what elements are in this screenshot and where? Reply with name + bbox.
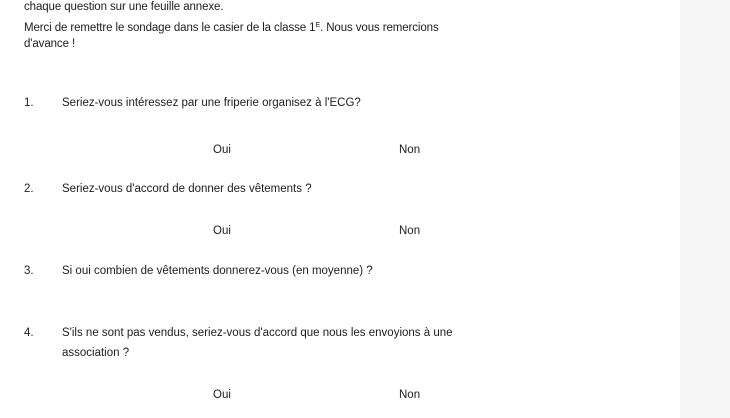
question-3-text: Si oui combien de vêtements donnerez-vous (en moyenne) ?: [62, 265, 373, 277]
question-3-number: 3.: [24, 265, 34, 277]
intro-line-1: chaque question sur une feuille annexe.: [24, 1, 224, 13]
question-1-number: 1.: [24, 97, 34, 109]
question-1-option-non[interactable]: Non: [399, 144, 421, 156]
class-superscript: E: [315, 22, 321, 29]
question-1-option-oui[interactable]: Oui: [213, 144, 231, 156]
intro-line-2-text: Merci de remettre le sondage dans le casier de la classe 1: [24, 22, 316, 34]
question-4-option-oui[interactable]: Oui: [213, 389, 231, 401]
question-4-option-non[interactable]: Non: [399, 389, 421, 401]
question-2-number: 2.: [24, 183, 34, 195]
page-margin: [680, 0, 730, 418]
question-4-text-line-1: S'ils ne sont pas vendus, seriez-vous d'accord que nous les envoyions à une: [62, 327, 453, 339]
intro-line-2-tail: . Nous vous remercions: [320, 22, 439, 34]
question-2-text: Seriez-vous d'accord de donner des vêtements ?: [62, 183, 312, 195]
question-1-text: Seriez-vous intéressez par une friperie organisez à l'ECG?: [62, 97, 361, 109]
question-4-text-line-2: association ?: [62, 347, 130, 359]
question-2-option-non[interactable]: Non: [399, 225, 421, 237]
question-2-option-oui[interactable]: Oui: [213, 225, 231, 237]
intro-line-2: [24, 21, 439, 35]
intro-line-3: d'avance !: [24, 38, 76, 50]
question-4-number: 4.: [24, 327, 34, 339]
